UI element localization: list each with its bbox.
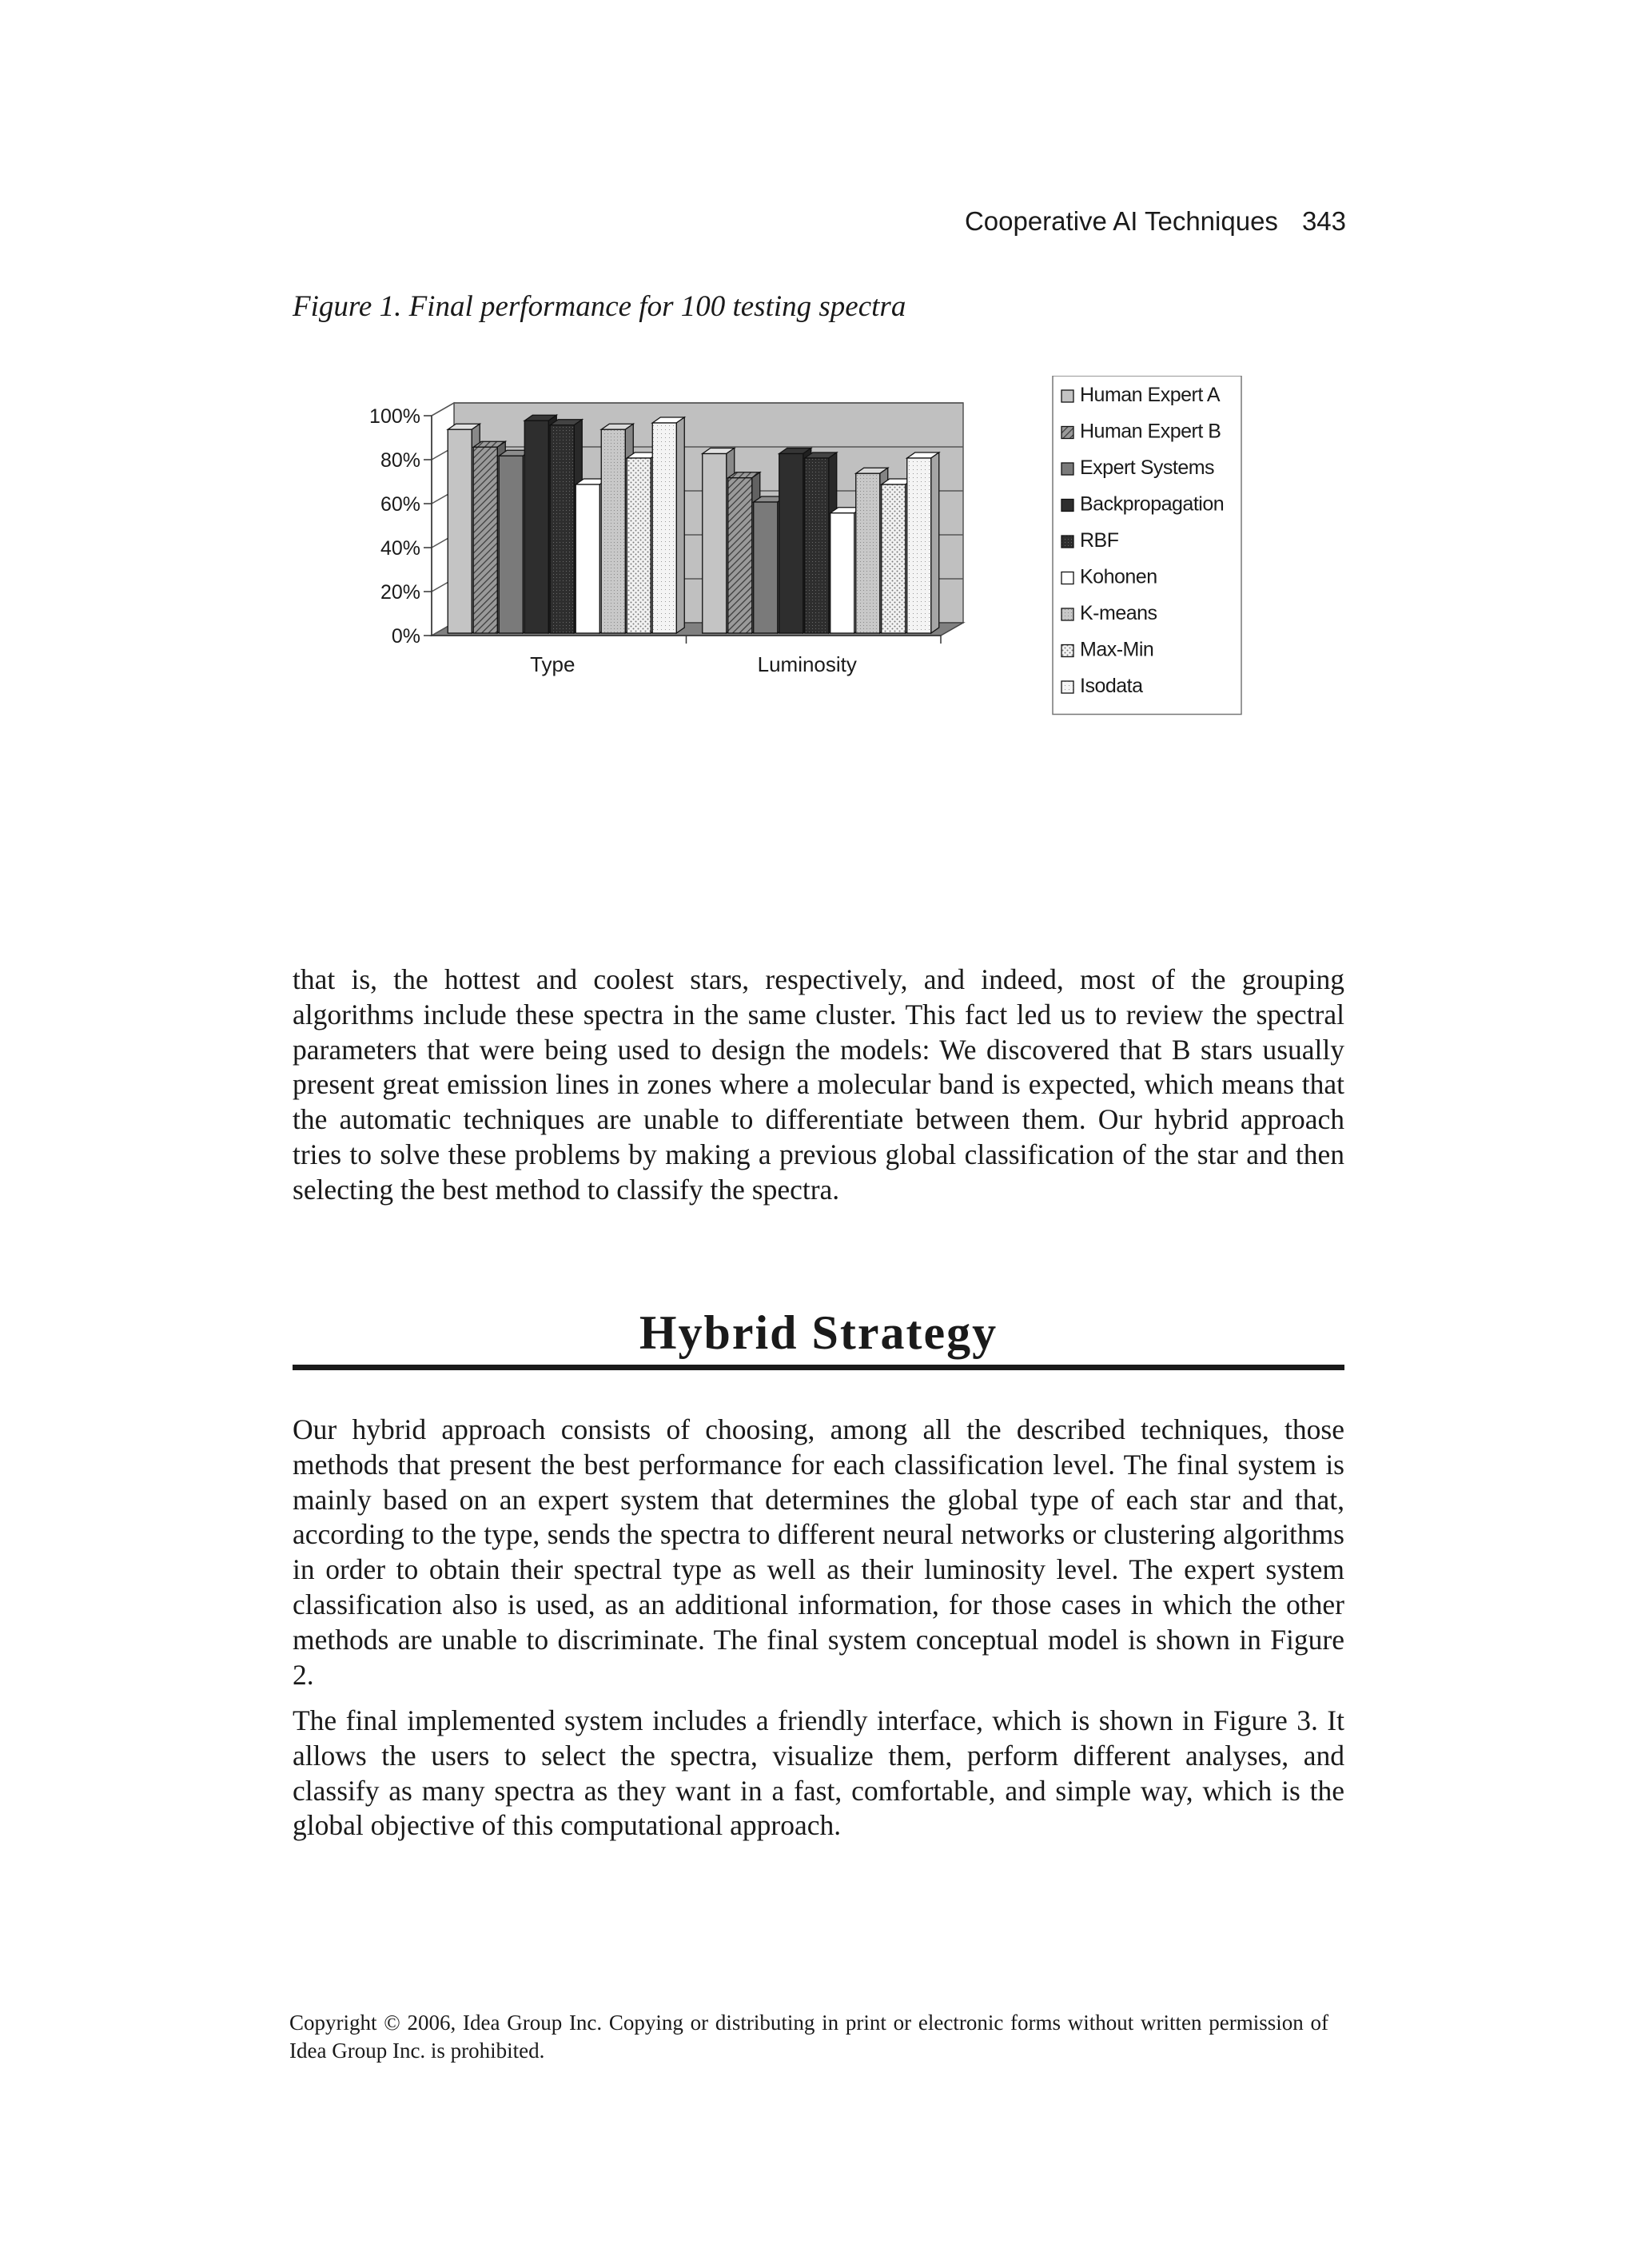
legend-label: Max-Min	[1080, 638, 1154, 661]
bar	[754, 502, 778, 633]
legend-label: Human Expert B	[1080, 420, 1221, 443]
bar	[703, 454, 727, 634]
y-tick-label: 40%	[380, 537, 420, 560]
bar	[779, 454, 803, 634]
bar	[907, 458, 931, 633]
paragraph: Our hybrid approach consists of choosing, among all the described techniques, those methods that present the best performance for each classification level. The final system is mainly based on an expert system that determines the global type of each star and that, according to the type, sends the spectra to different neural networks or clustering algorithms in order to obtain their spectral type as well as their luminosity level. The expert system classification also is used, as an additional information, for those cases in which the other methods are unable to discriminate. The final system conceptual model is shown in Figure 2.	[293, 1413, 1344, 1691]
bar-side	[676, 417, 684, 633]
y-tick-label: 60%	[380, 493, 420, 516]
y-tick-label: 80%	[380, 449, 420, 472]
x-category-label: Type	[530, 652, 576, 676]
page-number: 343	[1301, 206, 1346, 236]
paragraph: The final implemented system includes a friendly interface, which is shown in Figure 3. It allows the users to select the spectra, visualize them, perform different analyses, and classify as many spectra as they want in a fast, comfortable, and simple way, which is the global objective of this computational approach.	[293, 1704, 1344, 1842]
legend-swatch	[1061, 427, 1073, 439]
y-tick-label: 0%	[391, 625, 420, 648]
bar	[550, 425, 574, 633]
legend-swatch	[1061, 390, 1073, 402]
legend-label: Human Expert A	[1080, 384, 1221, 406]
running-head	[879, 206, 1346, 237]
y-tick-label: 20%	[380, 581, 420, 604]
bar	[448, 429, 472, 633]
bar	[805, 458, 829, 633]
legend-swatch	[1061, 681, 1073, 693]
bar	[652, 423, 676, 633]
bar	[601, 429, 625, 633]
x-axis-labels	[530, 636, 941, 676]
section-rule	[293, 1365, 1344, 1370]
chart-legend	[1053, 376, 1241, 715]
legend-label: Kohonen	[1080, 565, 1157, 588]
bar-side	[931, 452, 939, 633]
legend-label: Expert Systems	[1080, 456, 1215, 479]
figure-caption: Figure 1. Final performance for 100 testing spectra	[293, 290, 906, 323]
running-head-title: Cooperative AI Techniques	[964, 206, 1278, 236]
legend-label: RBF	[1080, 529, 1119, 552]
bar	[524, 421, 548, 633]
x-category-label: Luminosity	[757, 652, 857, 676]
bar	[882, 484, 906, 633]
paragraph: that is, the hottest and coolest stars, respectively, and indeed, most of the grouping algorithms include these spectra in the same cluster. This fact led us to review the spectral parameters that were being used to design the models: We discovered that B stars usually present great emission lines in zones where a molecular band is expected, which means that the automatic techniques are unable to differentiate between them. Our hybrid approach tries to solve these problems by making a previous global classification of the star and then selecting the best method to classify the spectra.	[293, 963, 1344, 1206]
bar	[499, 456, 523, 633]
section-heading: Hybrid Strategy	[639, 1306, 998, 1359]
legend-swatch	[1061, 645, 1073, 657]
bar	[576, 484, 599, 633]
y-tick-label: 100%	[369, 405, 420, 428]
bar	[728, 478, 752, 633]
bar	[627, 458, 651, 633]
legend-swatch	[1061, 536, 1073, 548]
copyright-notice: Copyright © 2006, Idea Group Inc. Copying or distributing in print or electronic forms without written permission of Idea Group Inc. is prohibited.	[289, 2011, 1328, 2063]
legend-swatch	[1061, 572, 1073, 584]
legend-label: K-means	[1080, 602, 1157, 624]
bar	[473, 447, 497, 633]
legend-label: Backpropagation	[1080, 492, 1225, 516]
legend-swatch	[1061, 608, 1073, 620]
legend-swatch	[1061, 500, 1073, 512]
performance-bar-chart	[352, 376, 1255, 727]
legend-swatch	[1061, 463, 1073, 475]
legend-label: Isodata	[1080, 675, 1143, 697]
bar	[856, 473, 880, 633]
bar	[830, 513, 854, 633]
